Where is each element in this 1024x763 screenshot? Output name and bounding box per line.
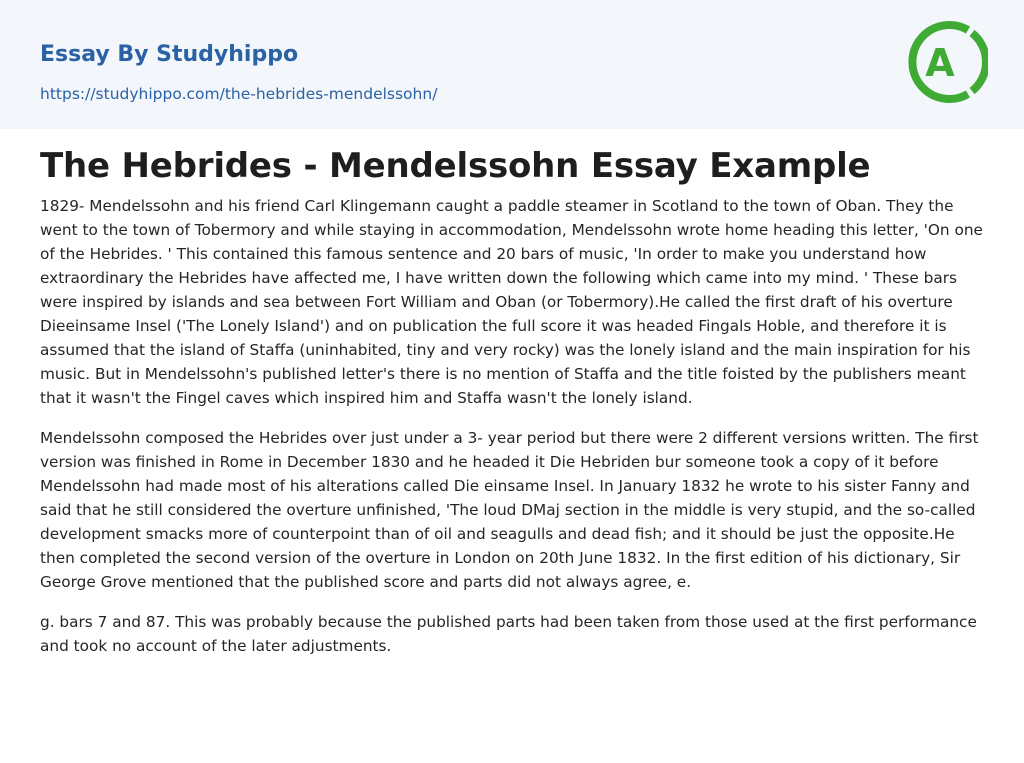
essay-url-link[interactable]: https://studyhippo.com/the-hebrides-mendelssohn/ [40,85,438,103]
essay-body [40,194,988,674]
logo-letter: A [925,41,955,85]
page-title: The Hebrides - Mendelssohn Essay Example [40,146,871,186]
paragraph: 1829- Mendelssohn and his friend Carl Klingemann caught a paddle steamer in Scotland to the town of Oban. They the went to the town of Tobermory and while staying in accommodation, Mendelssohn wrote home heading this letter, 'On one of the Hebrides. ' This contained this famous sentence and 20 bars of music, 'In order to make you understand how extraordinary the Hebrides have affected me, I have written down the following which came into my mind. ' These bars were inspired by islands and sea between Fort William and Oban (or Tobermory).He called the first draft of his overture Dieeinsame Insel ('The Lonely Island') and on publication the full score it was headed Fingals Hoble, and therefore it is assumed that the island of Staffa (uninhabited, tiny and very rocky) was the lonely island and the main inspiration for his music. But in Mendelssohn's published letter's there is no mention of Staffa and the title foisted by the publishers meant that it wasn't the Fingel caves which inspired him and Staffa wasn't the lonely island. [40,197,983,407]
paragraph: Mendelssohn composed the Hebrides over just under a 3- year period but there were 2 different versions written. The first version was finished in Rome in December 1830 and he headed it Die Hebriden bur someone took a copy of it before Mendelssohn had made most of his alterations called Die einsame Insel. In January 1832 he wrote to his sister Fanny and said that he still considered the overture unfinished, 'The loud DMaj section in the middle is very stupid, and the so-called development smacks more of counterpoint than of oil and seagulls and dead fish; and it should be just the opposite.He then completed the second version of the overture in London on 20th June 1832. In the first edition of his dictionary, Sir George Grove mentioned that the published score and parts did not always agree, e. [40,429,979,591]
site-header [0,0,1024,129]
site-brand[interactable]: Essay By Studyhippo [40,42,299,67]
logo-icon[interactable] [906,18,988,106]
paragraph: g. bars 7 and 87. This was probably because the published parts had been taken from those used at the first performance and took no account of the later adjustments. [40,613,977,655]
